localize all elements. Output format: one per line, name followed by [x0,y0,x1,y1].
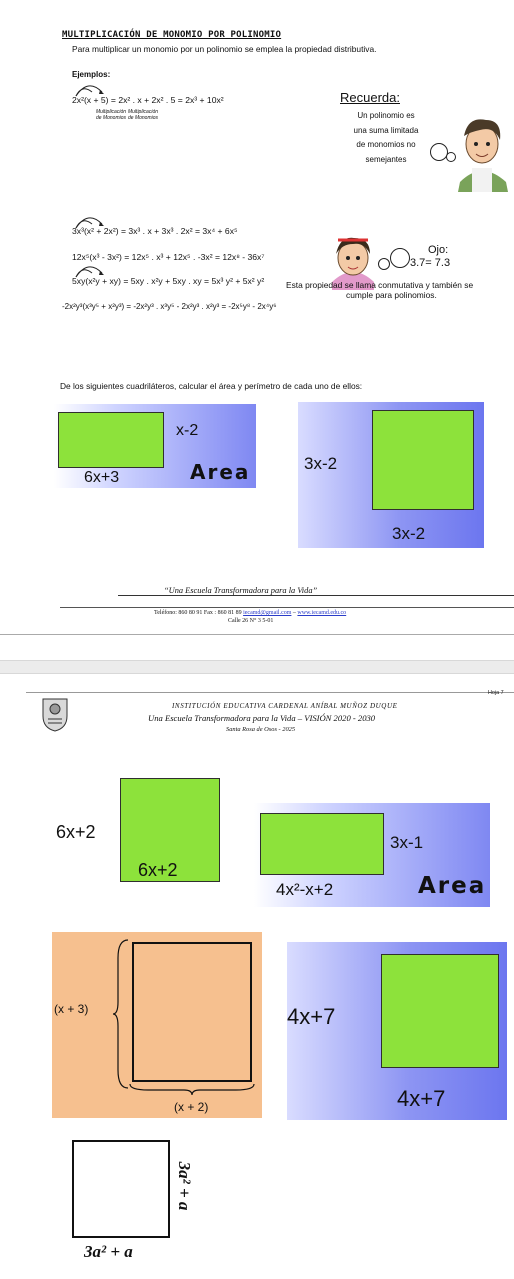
footer-divider [118,595,514,596]
green-square [381,954,499,1068]
footer-divider [60,607,514,608]
footer-address: Calle 26 N° 3 5-01 [228,618,274,624]
base-label: 6x+2 [138,860,178,880]
page-gap [0,660,514,674]
green-rectangle [260,813,384,875]
school-location: Santa Rosa de Osos - 2025 [226,726,296,733]
side-label: 3a² + a [175,1161,194,1211]
school-vision: Una Escuela Transformadora para la Vida – VISIÓN 2020 - 2030 [148,713,376,723]
green-rectangle [58,412,164,468]
remember-line: semejantes [365,154,407,164]
footer-web-link[interactable]: www.iecamd.edu.co [297,610,347,616]
figure-square-6 [287,942,507,1120]
square-outline [132,942,252,1082]
remember-line: Un polinomio es [357,111,415,120]
school-name: INSTITUCIÓN EDUCATIVA CARDENAL ANÍBAL MUÑOZ DUQUE [172,702,398,710]
thought-bubble-icon [390,248,410,268]
page2-top-rule [26,692,514,693]
footer-contact [154,610,346,616]
example-3: 12x⁵(x³ - 3x²) = 12x⁵ . x³ + 12x⁵ . -3x² = 12x⁸ - 36x⁷ [72,252,265,262]
side-label: 4x+7 [287,1004,336,1029]
base-label: 3x-2 [392,524,426,543]
figure-rectangle-1 [54,404,256,488]
school-crest-icon [40,696,70,732]
side-label: 6x+2 [56,822,96,842]
square-outline-7 [72,1140,170,1238]
example-5: -2x²y³(x³y⁵ + x²y³) = -2x²y³ . x³y⁵ - 2x²y³ . x²y³ = -2x⁵y⁸ - 2x⁴y⁶ [62,302,277,311]
ojo-title: Ojo: [428,244,449,256]
page-title: MULTIPLICACIÓN DE MONOMIO POR POLINOMIO [62,30,282,40]
property-note-line-2: cumple para polinomios. [346,290,437,300]
remember-title: Recuerda: [340,90,400,105]
example-1-note-a: Multiplicación de Monomios [96,109,127,121]
footer-separator: – [291,610,298,616]
page-number: Hoja 7 [488,690,504,696]
example-2: 3x³(x² + 2x²) = 3x³ . x + 3x³ . 2x² = 3x⁴ + 6x⁵ [72,226,238,236]
side-label: 3x-2 [304,454,338,473]
intro-text: Para multiplicar un monomio por un polinomio se emplea la propiedad distributiva. [72,44,377,54]
base-label: 6x+3 [84,469,120,486]
area-label: Area [418,873,487,899]
side-label: x-2 [176,422,199,439]
boy-illustration-icon [450,112,514,192]
figure-square-3 [52,774,222,886]
examples-label: Ejemplos: [72,70,111,79]
footer-motto: “Una Escuela Transformadora para la Vida” [164,586,318,595]
figure-rectangle-5 [52,932,262,1118]
left-brace-icon [112,938,130,1090]
green-square [372,410,474,510]
exercise-instruction: De los siguientes cuadriláteros, calcular el área y perímetro de cada uno de ellos: [60,381,363,391]
base-label: 4x+7 [397,1086,446,1111]
remember-line: una suma limitada [353,125,419,135]
example-4: 5xy(x²y + xy) = 5xy . x²y + 5xy . xy = 5x³ y² + 5x² y² [72,276,265,286]
footer-email-link[interactable]: iecamd@gmail.com [243,610,292,616]
base-label: 4x²-x+2 [276,880,334,899]
area-label: Area [190,460,251,484]
thought-bubble-small-icon [378,258,390,270]
ojo-value: 3.7= 7.3 [410,257,451,269]
side-label: 3x-1 [390,833,424,852]
base-label: (x + 2) [174,1100,209,1114]
example-1: 2x²(x + 5) = 2x² . x + 2x² . 5 = 2x³ + 10x² [72,95,224,105]
figure-rectangle-4 [254,803,490,907]
example-1-note-b: Multiplicación de Monomios [128,109,159,121]
page-border-bottom [0,634,514,635]
figure-square-2 [298,402,484,548]
remember-line: de monomios no [356,140,416,149]
side-label: (x + 3) [54,1002,89,1016]
base-label: 3a² + a [84,1242,133,1261]
bottom-brace-icon [128,1082,256,1096]
property-note-line-1: Esta propiedad se llama conmutativa y también se [286,280,474,290]
footer-phone: Teléfono: 860 80 91 Fax : 860 81 89 [154,610,244,616]
